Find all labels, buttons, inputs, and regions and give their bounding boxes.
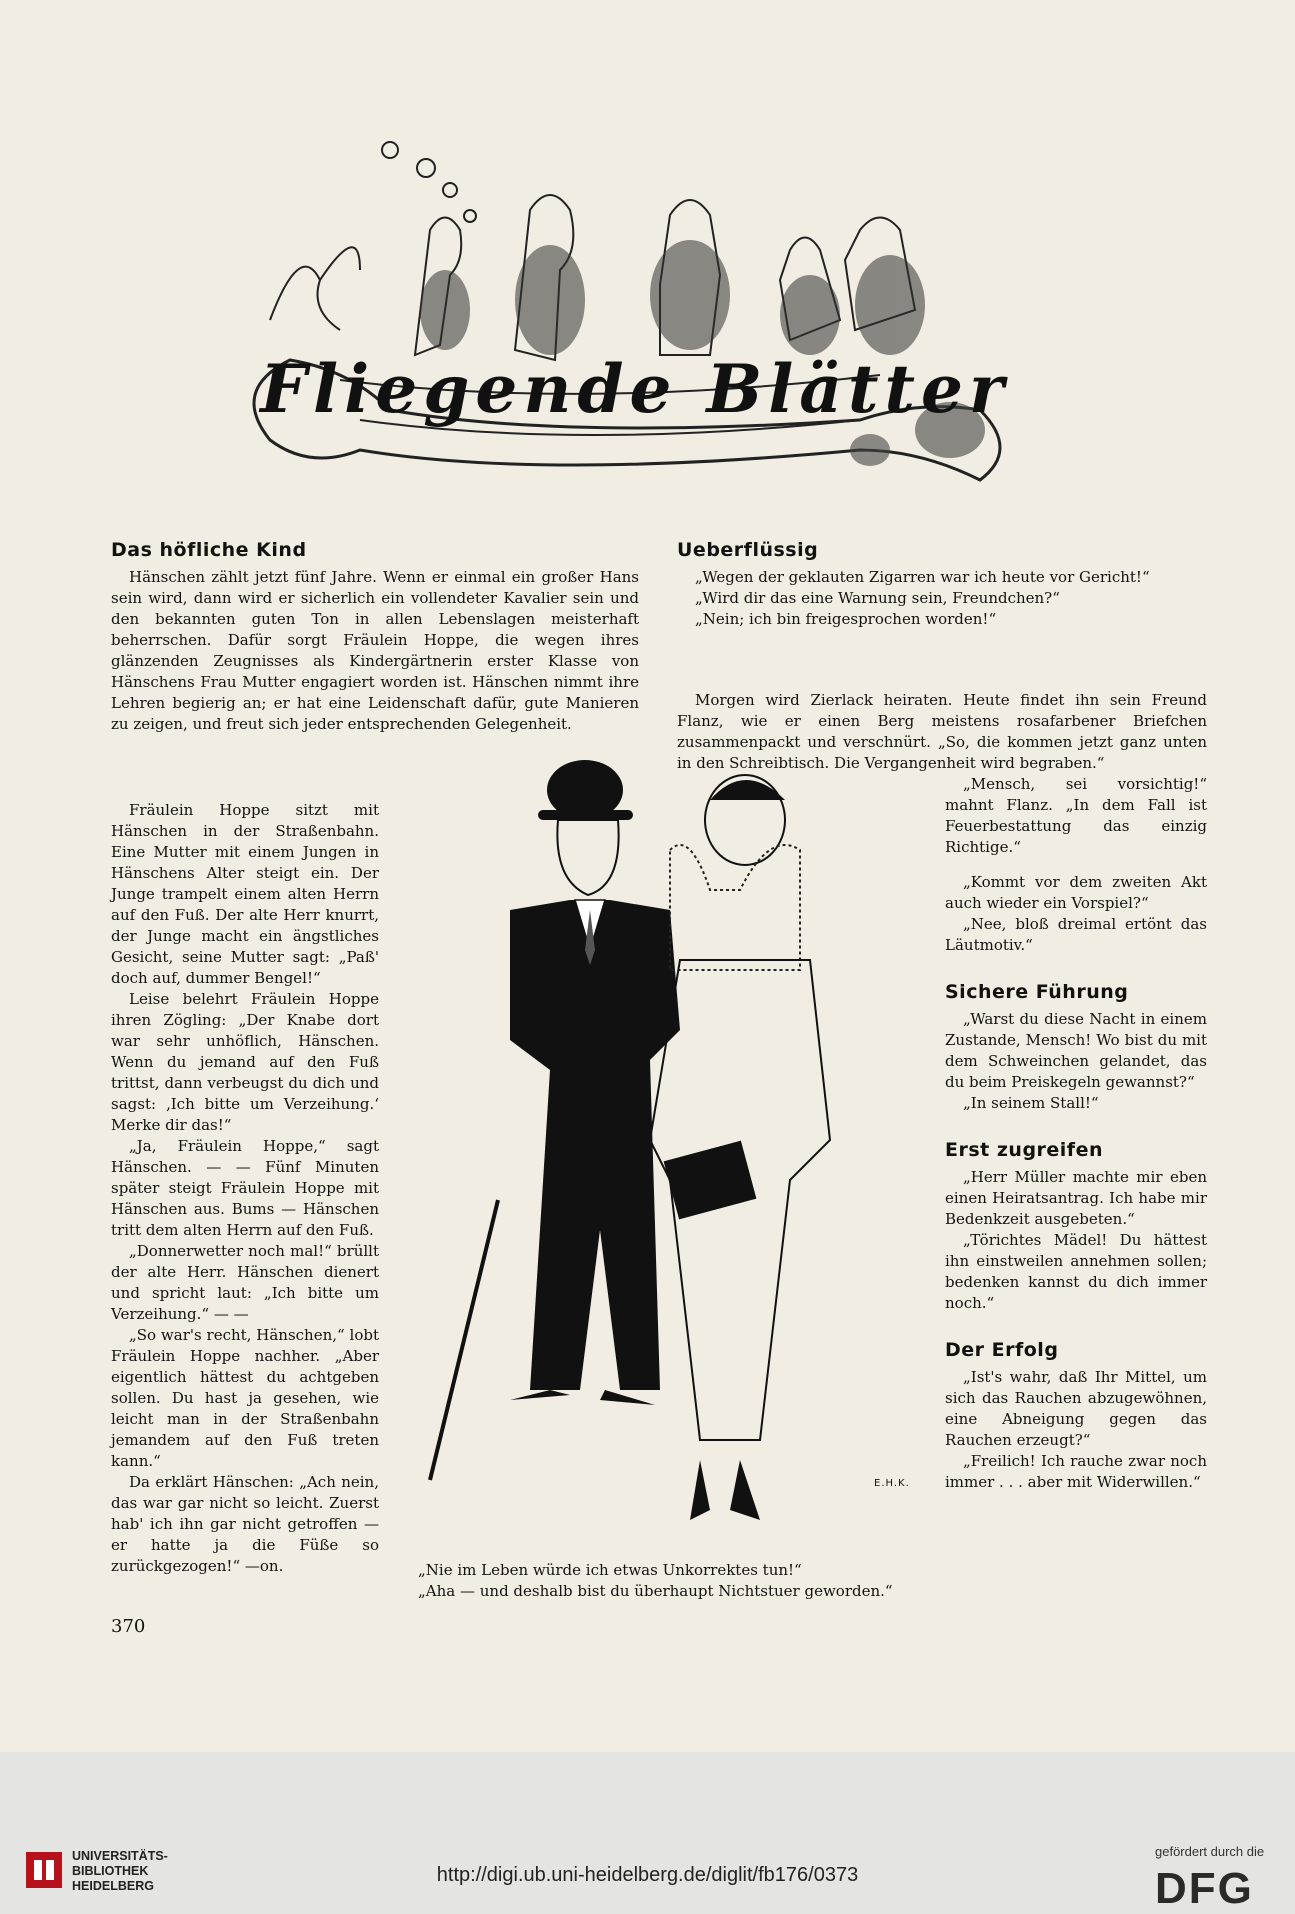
article-paragraph: „Herr Müller machte mir eben einen Heiratsantrag. Ich habe mir Bedenkzeit ausgebeten.“ [945,1168,1207,1228]
article-paragraph: „In seinem Stall!“ [963,1094,1099,1112]
masthead-title: Fliegende Blätter [260,350,1010,428]
artist-signature: E.H.K. [874,1478,910,1489]
article-heading-erst-zugreifen: Erst zugreifen [945,1139,1103,1161]
right-column [945,760,1207,1493]
dialogue-line: „Nein; ich bin freigesprochen worden!“ [695,610,997,628]
article-paragraph: Leise belehrt Fräulein Hoppe ihren Zögling: „Der Knabe dort war sehr unhöflich, Hänschen. Wenn du jemand auf den Fuß trittst, dann verbeugst du dich und sagst: ‚Ich bitte um Verzeihung.‘ Merke dir das!“ [111,990,379,1134]
institution-line-3: HEIDELBERG [72,1879,154,1893]
article-paragraph: „Törichtes Mädel! Du hättest ihn einstweilen annehmen sollen; bedenken kannst du dich immer noch.“ [945,1231,1207,1312]
left-column [111,539,639,735]
dfg-logo: DFG [1155,1864,1254,1913]
article-paragraph: „Mensch, sei vorsichtig!“ mahnt Flanz. „In dem Fall ist Feuerbestattung das einzig Richtige.“ [945,775,1207,856]
article-heading-sichere-fuehrung: Sichere Führung [945,981,1129,1003]
illustration-caption [418,1560,938,1602]
article-paragraph: „So war's recht, Hänschen,“ lobt Fräulein Hoppe nachher. „Aber eigentlich hättest du achtgeben sollen. Du hast ja gesehen, wie leicht man in der Straßenbahn jemandem auf den Fuß treten kann.“ [111,1326,379,1470]
institution-line-2: BIBLIOTHEK [72,1864,149,1878]
article-paragraph: „Ja, Fräulein Hoppe,“ sagt Hänschen. — — Fünf Minuten später steigt Fräulein Hoppe mit Hänschen aus. Bums — Hänschen tritt dem alten Herrn auf den Fuß. [111,1137,379,1239]
article-paragraph: „Nee, bloß dreimal ertönt das Läutmotiv.“ [945,915,1207,954]
masthead [230,120,1040,520]
article-heading-der-erfolg: Der Erfolg [945,1339,1059,1361]
article-paragraph: „Freilich! Ich rauche zwar noch immer . . . aber mit Widerwillen.“ [945,1452,1207,1491]
left-column-continued [111,800,379,1577]
masthead-illustration [230,120,1040,520]
article-paragraph: Fräulein Hoppe sitzt mit Hänschen in der Straßenbahn. Eine Mutter mit einem Jungen in Hänschens Alter steigt ein. Der Junge trampelt einem alten Herrn auf den Fuß. Der alte Herr knurrt, der Junge macht ein ängstliches Gesicht, seine Mutter sagt: „Paß' doch auf, dummer Bengel!“ [111,801,379,987]
article-paragraph: „Kommt vor dem zweiten Akt auch wieder ein Vorspiel?“ [945,873,1207,912]
viewer-footer [0,1752,1295,1912]
article-heading-ueberfluessig: Ueberflüssig [677,539,819,561]
article-paragraph: Da erklärt Hänschen: „Ach nein, das war gar nicht so leicht. Zuerst hab' ich ihn gar nicht getroffen — er hatte ja die Füße so zurückgezogen!“ —on. [111,1473,379,1575]
right-column-top [677,540,1207,630]
caption-line-2: „Aha — und deshalb bist du überhaupt Nichtstuer geworden.“ [418,1582,893,1600]
article-paragraph: „Ist's wahr, daß Ihr Mittel, um sich das Rauchen abzugewöhnen, eine Abneigung gegen das Rauchen erzeugt?“ [945,1368,1207,1449]
article-paragraph: Morgen wird Zierlack heiraten. Heute findet ihn sein Freund Flanz, wie er einen Berg meistens rosafarbener Briefchen zusammenpackt und verschnürt. „So, die kommen jetzt ganz unten in den Schreibtisch. Die Vergangenheit wird begraben.“ [677,691,1207,772]
article-heading-hoefliche-kind: Das höfliche Kind [111,539,307,561]
article-paragraph: Hänschen zählt jetzt fünf Jahre. Wenn er einmal ein großer Hans sein wird, dann wird er sicherlich ein vollendeter Kavalier sein und den bekannten guten Ton in allen Lebenslagen meisterhaft beherrschen. Dafür sorgt Fräulein Hoppe, die wegen ihres glänzenden Zeugnisses als Kindergärtnerin erster Klasse von Hänschens Frau Mutter engagiert worden ist. Hänschen nimmt ihre Lehren begierig an; er hat eine Leidenschaft dafür, gute Manieren zu zeigen, und freut sich jeder entsprechenden Gelegenheit. [111,568,639,733]
institution-line-1: UNIVERSITÄTS- [72,1849,168,1863]
permalink-url[interactable]: http://digi.ub.uni-heidelberg.de/diglit/fb176/0373 [436,1864,859,1886]
article-paragraph: „Warst du diese Nacht in einem Zustande, Mensch! Wo bist du mit dem Schweinchen gelandet, das du beim Preiskegeln gewannst?“ [945,1010,1207,1091]
dialogue-line: „Wird dir das eine Warnung sein, Freundchen?“ [695,589,1060,607]
article-paragraph: „Donnerwetter noch mal!“ brüllt der alte Herr. Hänschen dienert und spricht laut: „Ich bitte um Verzeihung.“ — — [111,1242,379,1323]
couple-illustration [410,760,930,1550]
funded-by-label: gefördert durch die [1155,1844,1265,1859]
caption-line-1: „Nie im Leben würde ich etwas Unkorrektes tun!“ [418,1561,802,1579]
dialogue-line: „Wegen der geklauten Zigarren war ich heute vor Gericht!“ [695,568,1150,586]
page-number: 370 [111,1616,146,1637]
